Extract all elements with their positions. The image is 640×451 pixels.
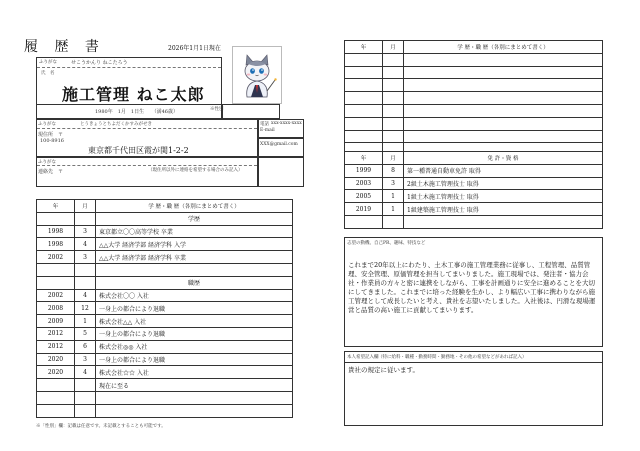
col-year: 年 [37,200,75,213]
table-row [345,215,603,228]
row-content: 1級土木施工管理技士 取得 [404,190,603,203]
row-content [96,263,293,276]
row-month [75,263,96,276]
education-work-history-table [36,199,293,418]
row-content: 株式会社〇〇 入社 [96,289,293,302]
furigana-name: せこうかんり ねこたろう [71,60,128,66]
table-row [37,225,293,238]
address-value: 東京都千代田区霞が関1-2-2 [88,146,189,155]
address-furigana-label: ふりがな [38,122,56,127]
row-year: 2012 [37,340,75,353]
email-value: XXX@gmail.com [260,142,298,147]
row-year [345,117,383,130]
requests-label-note: （特に給料・職種・勤務時間・勤務地・その他の希望などがあれば記入） [378,355,527,360]
row-month: 4 [75,238,96,251]
col-month: 月 [383,152,404,165]
row-content: 現在に至る [96,379,293,392]
row-content [404,215,603,228]
row-content [404,104,603,117]
table-row [37,379,293,392]
photo-cat-engineer [232,46,282,104]
row-year: 1998 [37,225,75,238]
postal-code: 100-8916 [40,138,64,144]
row-month [383,104,404,117]
cat-illustration-icon [233,47,281,103]
contact-label: 連絡先 〒 [38,169,64,175]
row-month: 1 [383,190,404,203]
row-content: 株式会社☆☆ 入社 [96,366,293,379]
row-year: 2012 [37,327,75,340]
motivation-text: これまで20年以上にわたり、土木工事の施工管理業務に従事し、工程管理、品質管理、安全管理、原価管理を担当してまいりました。施工現場では、発注者・協力会社・作業員の方々と密に連携をしながら、工事を計画通りに安全に進めることを大切にしてきました。これまでに培った経験を生かし、より幅広い工事に携わりながら施工管理として成長したいと考え、貴社を志望いたしました。入社後は、円滑な現場運営と品質の高い施工に貢献してまいります。 [348,261,596,314]
row-year: 2020 [37,353,75,366]
divider [345,362,602,363]
row-year [345,79,383,92]
table-row [345,53,603,66]
col-month: 月 [383,41,404,54]
phone-value: xxx-xxxx-xxxx [271,121,302,126]
col-month: 月 [75,200,96,213]
table-row [37,353,293,366]
table-row [345,130,603,143]
row-year: 1998 [37,238,75,251]
motivation-label: 志望の動機、自己PR、趣味、特技など [347,241,426,246]
divider [37,165,257,166]
table-row [37,212,293,225]
birth-date: 1980年 1月 1日生 （満46歳） [95,109,178,115]
row-year [345,53,383,66]
table-row [345,177,603,190]
row-year [37,391,75,404]
table-row [37,238,293,251]
row-month: 3 [383,177,404,190]
row-content: △△大学 経済学部 経済学科 入学 [96,238,293,251]
col-content: 免 許・資 格 [404,152,603,165]
table-row [345,92,603,105]
row-content [96,404,293,417]
row-month: 12 [75,302,96,315]
table-row [37,302,293,315]
row-content [404,53,603,66]
row-month [75,391,96,404]
row-month [75,379,96,392]
row-year: 2019 [345,203,383,216]
row-content: 株式会社△△ 入社 [96,315,293,328]
table-row [37,366,293,379]
row-month: 5 [75,327,96,340]
col-content: 学 歴・職 歴（各別にまとめて書く） [96,200,293,213]
row-month: 1 [75,315,96,328]
table-row [37,289,293,302]
row-content: 東京都立〇〇高等学校 卒業 [96,225,293,238]
table-row [37,327,293,340]
phone-label: 電話 [260,122,269,127]
row-year [37,212,75,225]
row-month [75,276,96,289]
row-content [404,130,603,143]
history-continuation-table [344,40,603,156]
table-row [37,404,293,417]
col-year: 年 [345,41,383,54]
table-row [37,315,293,328]
footnote: ※「性別」欄：記載は任意です。未記載とすることも可能です。 [36,424,166,429]
row-year: 2020 [37,366,75,379]
divider [37,67,221,68]
table-row [37,251,293,264]
address-furigana: とうきょうとちよだくかすみがせき [80,122,152,127]
row-month [383,66,404,79]
row-content [404,92,603,105]
table-row [37,340,293,353]
row-content: 株式会社◎◎ 入社 [96,340,293,353]
row-year [345,92,383,105]
requests-label: 本人希望記入欄 [347,355,379,360]
row-content: 学歴 [96,212,293,225]
resume-title: 履 歴 書 [24,39,105,55]
row-content: 第一種普通自動車免許 取得 [404,164,603,177]
row-month [383,117,404,130]
row-year [345,104,383,117]
row-content: 一身上の都合により退職 [96,302,293,315]
contact-note: （現住所以外に連絡を希望する場合のみ記入） [148,168,243,173]
row-year: 2002 [37,289,75,302]
row-year: 1999 [345,164,383,177]
row-month [383,130,404,143]
gender-cell [222,104,280,119]
row-content: △△大学 経済学部 経済学科 卒業 [96,251,293,264]
name-label: 氏 名 [41,71,55,76]
row-content [404,66,603,79]
table-row [345,104,603,117]
row-content: 2級土木施工管理技士 取得 [404,177,603,190]
table-row [345,79,603,92]
licenses-table [344,151,603,229]
row-month [75,404,96,417]
contact-phone-cell [258,157,304,187]
address-label: 現住所 〒 [38,132,64,138]
email-label: E-mail [260,128,275,133]
row-month: 8 [383,164,404,177]
row-year [345,66,383,79]
row-month [383,215,404,228]
row-year [345,130,383,143]
row-month [383,92,404,105]
row-year [37,276,75,289]
col-year: 年 [345,152,383,165]
requests-text: 貴社の規定に従います。 [348,366,419,374]
row-month: 4 [75,366,96,379]
contact-furigana-label: ふりがな [38,160,56,165]
row-content: 職歴 [96,276,293,289]
row-year: 2005 [345,190,383,203]
row-month [75,212,96,225]
gender-label: ※性別 [210,107,224,112]
row-month [383,79,404,92]
furigana-label: ふりがな [39,60,57,65]
table-row [37,276,293,289]
row-content: 一身上の都合により退職 [96,327,293,340]
row-year: 2008 [37,302,75,315]
table-row [345,117,603,130]
row-year: 2003 [345,177,383,190]
row-year [37,379,75,392]
col-content: 学 歴・職 歴（各別にまとめて書く） [404,41,603,54]
row-year [37,404,75,417]
row-content [96,391,293,404]
row-year: 2002 [37,251,75,264]
row-content [404,117,603,130]
resume-date: 2026年1月1日現在 [168,45,221,52]
table-row [345,66,603,79]
divider [37,128,257,129]
row-year [345,215,383,228]
table-row [345,190,603,203]
row-month: 3 [75,251,96,264]
table-row [37,263,293,276]
table-row [345,203,603,216]
table-row [37,391,293,404]
email-cell [258,138,304,157]
row-month: 6 [75,340,96,353]
row-month: 3 [75,225,96,238]
row-content: 一身上の都合により退職 [96,353,293,366]
table-row [345,164,603,177]
row-year: 2009 [37,315,75,328]
row-content [404,79,603,92]
applicant-name: 施工管理 ねこ太郎 [62,85,205,104]
row-month: 3 [75,353,96,366]
row-content: 1級建築施工管理技士 取得 [404,203,603,216]
row-month [383,53,404,66]
row-month: 4 [75,289,96,302]
row-month: 1 [383,203,404,216]
row-year [37,263,75,276]
